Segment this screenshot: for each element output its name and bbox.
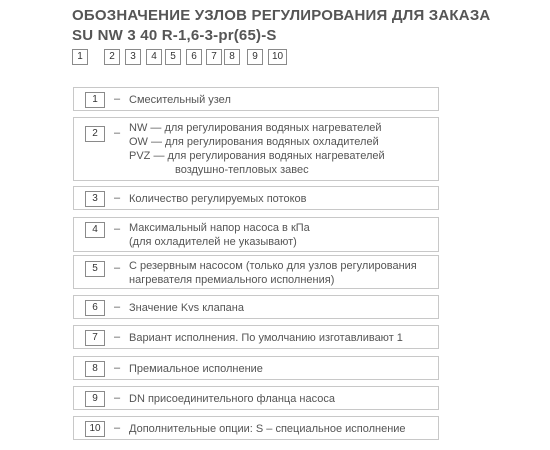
- legend-item: [73, 386, 439, 410]
- item-dash: –: [114, 392, 121, 404]
- legend-item: [73, 217, 439, 252]
- item-dash: –: [114, 223, 121, 235]
- item-dash: –: [114, 93, 121, 105]
- item-text: Дополнительные опции: S – специальное исполнение: [129, 423, 406, 435]
- item-text: Максимальный напор насоса в кПа (для охладителей не указывают): [129, 222, 310, 248]
- code-position-box: 4: [146, 49, 162, 65]
- item-number: 3: [85, 191, 105, 207]
- item-dash: –: [114, 127, 121, 139]
- item-number: 7: [85, 330, 105, 346]
- item-text: NW — для регулирования водяных нагревателей OW — для регулирования водяных охладителей PVZ — для регулирования водяных нагревателей воздушно-тепловых завес: [129, 122, 385, 176]
- code-position-box: 2: [104, 49, 120, 65]
- item-dash: –: [114, 362, 121, 374]
- item-number: 10: [85, 421, 105, 437]
- item-text: Смесительный узел: [129, 94, 231, 106]
- legend-item: [73, 356, 439, 380]
- code-position-box: 8: [224, 49, 240, 65]
- legend-item: [73, 87, 439, 111]
- item-text: С резервным насосом (только для узлов регулирования нагревателя премиального исполнения): [129, 260, 417, 286]
- code-position-box: 6: [186, 49, 202, 65]
- item-number: 4: [85, 222, 105, 238]
- item-dash: –: [114, 422, 121, 434]
- item-text: Премиальное исполнение: [129, 363, 263, 375]
- item-dash: –: [114, 331, 121, 343]
- code-position-box: 10: [268, 49, 287, 65]
- item-dash: –: [114, 262, 121, 274]
- item-text: Вариант исполнения. По умолчанию изготавливают 1: [129, 332, 403, 344]
- legend-item: [73, 117, 439, 181]
- item-text: DN присоединительного фланца насоса: [129, 393, 335, 405]
- item-text: Значение Kvs клапана: [129, 302, 244, 314]
- code-position-box: 7: [206, 49, 222, 65]
- code-position-box: 1: [72, 49, 88, 65]
- item-dash: –: [114, 301, 121, 313]
- code-position-box: 9: [247, 49, 263, 65]
- item-number: 2: [85, 126, 105, 142]
- item-number: 6: [85, 300, 105, 316]
- item-number: 8: [85, 361, 105, 377]
- legend-item: [73, 255, 439, 289]
- legend-item: [73, 186, 439, 210]
- legend-item: [73, 325, 439, 349]
- code-position-box: 3: [125, 49, 141, 65]
- legend-item: [73, 295, 439, 319]
- title-line-2: SU NW 3 40 R-1,6-3-pr(65)-S: [72, 27, 277, 44]
- code-position-box: 5: [165, 49, 181, 65]
- item-number: 5: [85, 261, 105, 277]
- item-text: Количество регулируемых потоков: [129, 193, 307, 205]
- legend-item: [73, 416, 439, 440]
- item-dash: –: [114, 192, 121, 204]
- page-title: [72, 6, 542, 46]
- title-line-1: ОБОЗНАЧЕНИЕ УЗЛОВ РЕГУЛИРОВАНИЯ ДЛЯ ЗАКАЗА: [72, 7, 491, 24]
- item-number: 1: [85, 92, 105, 108]
- item-number: 9: [85, 391, 105, 407]
